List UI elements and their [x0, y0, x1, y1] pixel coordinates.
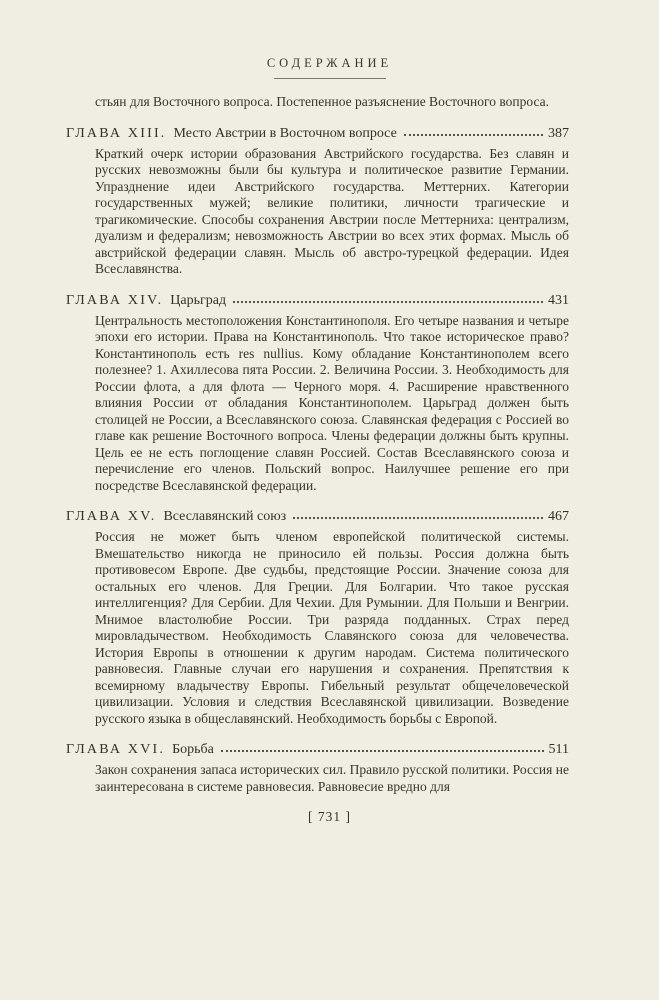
- dot-leader: [233, 301, 543, 303]
- header-rule: [274, 78, 386, 79]
- chapter-summary: Центральность местоположения Константинополя. Его четыре названия и четыре эпохи его истории. Права на Константинополь. Что такое историческое право? Константинополь есть res nullius. Кому обладание Константинополем всего полезнее? 1. Ахиллесова пята России. 2. Величина России. 3. Необходимость для России флота, а для флота — Черного моря. 4. Расширение нравственного влияния России от обладания Константинополем. Царьград должен быть столицей не России, а Всеславянского союза. Славянская федерация с Россией во главе как решение Восточного вопроса. Члены федерации должны быть крупны. Цель ее не есть поглощение славян Россией. Состав Всеславянского союза и перечисление его членов. Польский вопрос. Наилучшее решение его при посредстве Всеславянской федерации.: [95, 312, 569, 493]
- chapter-entry-16: [66, 740, 569, 795]
- chapter-entry-14: [66, 291, 569, 495]
- chapter-heading: [66, 507, 569, 526]
- chapter-heading: [66, 291, 569, 310]
- chapter-summary: Закон сохранения запаса исторических сил. Правило русской политики. Россия не заинтересована в системе равновесия. Равновесие вредно для: [95, 762, 569, 794]
- page-header: [0, 56, 659, 79]
- chapter-summary: Россия не может быть членом европейской политической системы. Вмешательство никогда не приносило ей пользы. Россия должна быть противовесом Европе. Две судьбы, предстоящие России. Значение союза для остальных его членов. Для Греции. Для Болгарии. Что такое русская интеллигенция? Для Сербии. Для Чехии. Для Румынии. Для Польши и Венгрии. Мнимое властолюбие России. Три разряда подданных. Страх перед мировладычеством. Необходимость Славянского союза для человечества. История Европы в отношении к другим народам. Система политического равновесия. Главные случаи его нарушения и сохранения. Препятствия к всемирному владычеству Европы. Гибельный результат общечеловеческой цивилизации. Условия и следствия Всеславянской цивилизации. Возведение русского языка в общеславянский. Необходимость борьбы с Европой.: [95, 529, 569, 726]
- chapter-label: ГЛАВА XIII.: [66, 125, 167, 141]
- chapter-entry-13: [66, 124, 569, 278]
- dot-leader: [221, 750, 544, 752]
- dot-leader: [293, 517, 543, 519]
- chapter-page-number: 511: [548, 742, 569, 757]
- chapter-entry-15: [66, 507, 569, 727]
- chapter-title: Место Австрии в Восточном вопросе: [173, 125, 397, 141]
- chapter-label: ГЛАВА XIV.: [66, 292, 164, 308]
- dot-leader: [404, 134, 543, 136]
- contents-heading: СОДЕРЖАНИЕ: [266, 56, 393, 70]
- chapter-heading: [66, 740, 569, 759]
- chapter-title: Всеславянский союз: [163, 509, 287, 524]
- chapter-title: Царьград: [170, 292, 227, 308]
- chapter-label: ГЛАВА XVI.: [66, 742, 166, 757]
- chapter-title: Борьба: [172, 742, 214, 757]
- continued-paragraph: стьян для Восточного вопроса. Постепенное разъяснение Восточного вопроса.: [95, 94, 549, 109]
- chapter-page-number: 467: [548, 509, 569, 524]
- chapter-heading: [66, 124, 569, 143]
- chapter-label: ГЛАВА XV.: [66, 509, 157, 524]
- chapter-page-number: 431: [548, 292, 569, 308]
- page-number-footer: [ 731 ]: [308, 809, 351, 824]
- chapter-page-number: 387: [548, 125, 569, 141]
- chapter-summary: Краткий очерк истории образования Австрийского государства. Без славян и русских невозможны были бы культура и политическое развитие Германии. Упразднение идеи Австрийского государства. Меттерних. Категории государственных мужей; великие политики, личности трагические и трагикомические. Способы сохранения Австрии после Меттерниха: централизм, дуализм и федерализм; невозможность Австрии во всех этих формах. Мысль об австрийской федерации славян. Мысль об австро-турецкой федерации. Идея Всеславянства.: [95, 145, 569, 276]
